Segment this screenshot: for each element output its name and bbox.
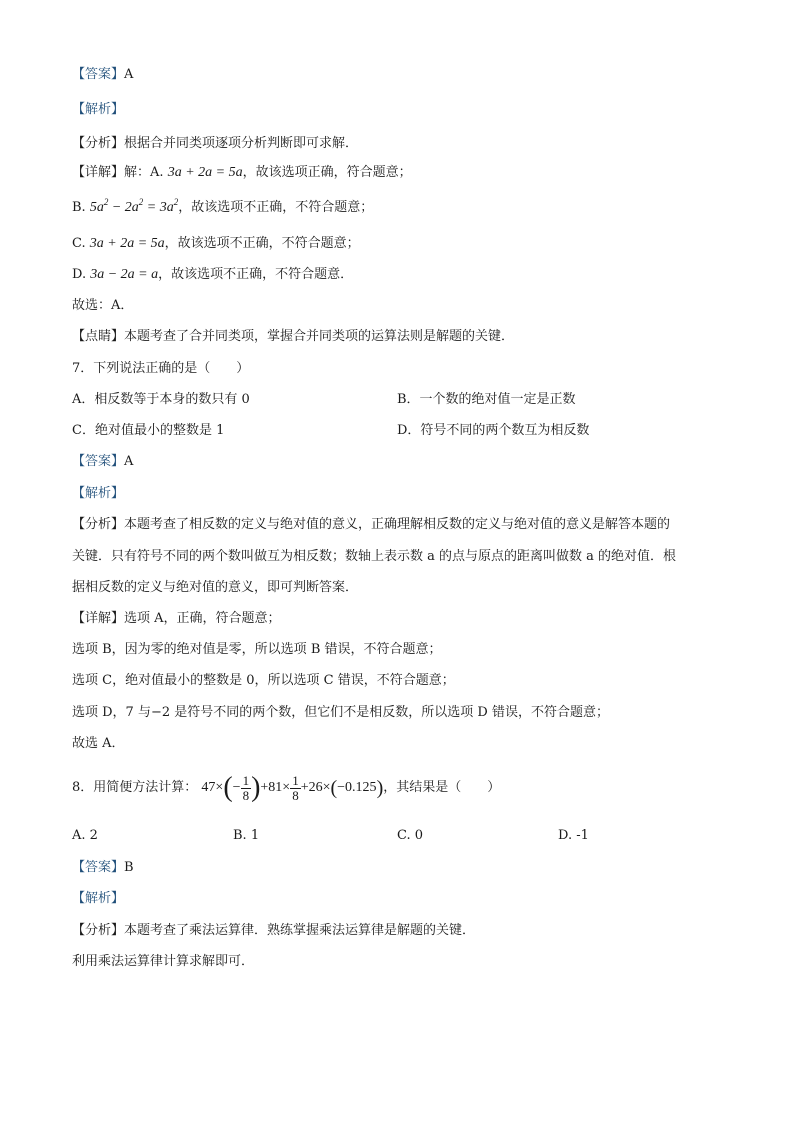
q8-jiexi-line — [72, 890, 124, 907]
math-expression: −0.125 — [337, 780, 377, 795]
xiangjie-prefix: 解：A. — [124, 165, 164, 180]
jiexi-tag: 【解析】 — [72, 486, 125, 501]
answer-value: B — [124, 860, 134, 875]
xiangjie-text: 选项 A，正确，符合题意； — [124, 611, 281, 626]
q6-dianjing-line — [72, 328, 514, 345]
q8-last-line: 利用乘法运算律计算求解即可． — [72, 954, 255, 969]
math-expression: $5a^2 - 2a^2 = 3a^2$ — [89, 197, 179, 215]
dianjing-text: 本题考查了合并同类项，掌握合并同类项的运算法则是解题的关键． — [124, 329, 515, 344]
q6-choose-line: 故选：A． — [72, 298, 134, 313]
q6-d-line — [72, 266, 353, 283]
answer-tag: 【答案】 — [72, 67, 125, 82]
option-d-prefix: D. — [72, 267, 87, 282]
q7-option-d: D．符号不同的两个数互为相反数 — [397, 423, 590, 438]
q7-option-a: A．相反数等于本身的数只有 0 — [72, 392, 250, 407]
math-expression: 3a + 2a = 5a — [167, 165, 243, 180]
fenxi-text: 本题考查了相反数的定义与绝对值的意义，正确理解相反数的定义与绝对值的意义是解答本题的 — [124, 517, 671, 532]
fenxi-tag: 【分析】 — [72, 923, 125, 938]
q8-answer-line — [72, 859, 134, 876]
math-expression: 3a − 2a = a — [90, 267, 159, 282]
jiexi-tag: 【解析】 — [72, 891, 125, 906]
option-c-text: ，故该选项不正确，不符合题意； — [164, 236, 360, 251]
q7-fenxi-line-3: 据相反数的定义与绝对值的意义，即可判断答案． — [72, 580, 359, 595]
paren-close: ) — [376, 777, 384, 799]
fenxi-text: 根据合并同类项逐项分析判断即可求解． — [124, 136, 359, 151]
q8-option-b: B. 1 — [233, 828, 260, 843]
math-expression: 47× — [201, 780, 224, 795]
option-b-text: ，故该选项不正确，不符合题意； — [178, 200, 374, 215]
xiangjie-tag: 【详解】 — [72, 611, 125, 626]
fenxi-tag: 【分析】 — [72, 517, 125, 532]
q7-answer-line — [72, 453, 133, 470]
q8-stem — [72, 768, 500, 808]
q8-stem-suffix: ，其结果是（ ） — [383, 780, 501, 795]
paren-open: ( — [330, 777, 338, 799]
q6-fenxi-line — [72, 135, 358, 152]
q8-option-c: C. 0 — [397, 828, 424, 843]
q7-xiangjie-b: 选项 B，因为零的绝对值是零，所以选项 B 错误，不符合题意； — [72, 642, 442, 657]
paren-open: ( — [223, 772, 233, 803]
q8-option-d: D. -1 — [558, 828, 589, 843]
q6-answer-line — [72, 66, 133, 83]
q7-xiangjie-line — [72, 610, 281, 627]
fenxi-tag: 【分析】 — [72, 136, 125, 151]
q6-c-line — [72, 235, 360, 252]
xiangjie-a-text: ，故该选项正确，符合题意； — [242, 165, 412, 180]
paren-close: ) — [251, 772, 261, 803]
option-c-prefix: C. — [72, 236, 86, 251]
q8-fenxi-line — [72, 922, 475, 939]
option-d-text: ，故该选项不正确，不符合题意． — [158, 267, 354, 282]
q7-jiexi-line — [72, 485, 124, 502]
q8-option-a: A. 2 — [72, 828, 98, 843]
q6-xiangjie-line — [72, 164, 412, 181]
q7-option-c: C．绝对值最小的整数是 1 — [72, 423, 225, 438]
math-expression: +81× — [260, 780, 291, 795]
xiangjie-tag: 【详解】 — [72, 165, 125, 180]
answer-value: A — [124, 454, 134, 469]
answer-tag: 【答案】 — [72, 860, 125, 875]
minus-sign: − — [232, 780, 241, 795]
q7-fenxi-line-1 — [72, 516, 670, 533]
q7-stem: 7．下列说法正确的是（ ） — [72, 361, 250, 376]
answer-tag: 【答案】 — [72, 454, 125, 469]
fenxi-text: 本题考查了乘法运算律．熟练掌握乘法运算律是解题的关键． — [124, 923, 476, 938]
fraction: $\frac{1}{8}$ — [292, 772, 299, 803]
jiexi-tag: 【解析】 — [72, 102, 125, 117]
q7-fenxi-line-2: 关键．只有符号不同的两个数叫做互为相反数；数轴上表示数 a 的点与原点的距离叫做数 a 的绝对值．根 — [72, 549, 677, 564]
math-expression: +26× — [300, 780, 331, 795]
q7-choose-line: 故选 A． — [72, 736, 125, 751]
q6-b-line — [72, 199, 373, 216]
q7-xiangjie-d: 选项 D，7 与−2 是符号不同的两个数，但它们不是相反数，所以选项 D 错误，不符合题意； — [72, 705, 609, 720]
q7-option-b: B．一个数的绝对值一定是正数 — [397, 392, 576, 407]
answer-value: A — [124, 67, 134, 82]
math-expression: 3a + 2a = 5a — [89, 236, 165, 251]
q6-jiexi-line — [72, 101, 124, 118]
dianjing-tag: 【点睛】 — [72, 329, 125, 344]
q7-xiangjie-c: 选项 C，绝对值最小的整数是 0，所以选项 C 错误，不符合题意； — [72, 673, 455, 688]
option-b-prefix: B. — [72, 200, 86, 215]
fraction: $\frac{1}{8}$ — [242, 772, 250, 803]
q8-stem-prefix: 8．用简便方法计算： — [72, 780, 198, 795]
